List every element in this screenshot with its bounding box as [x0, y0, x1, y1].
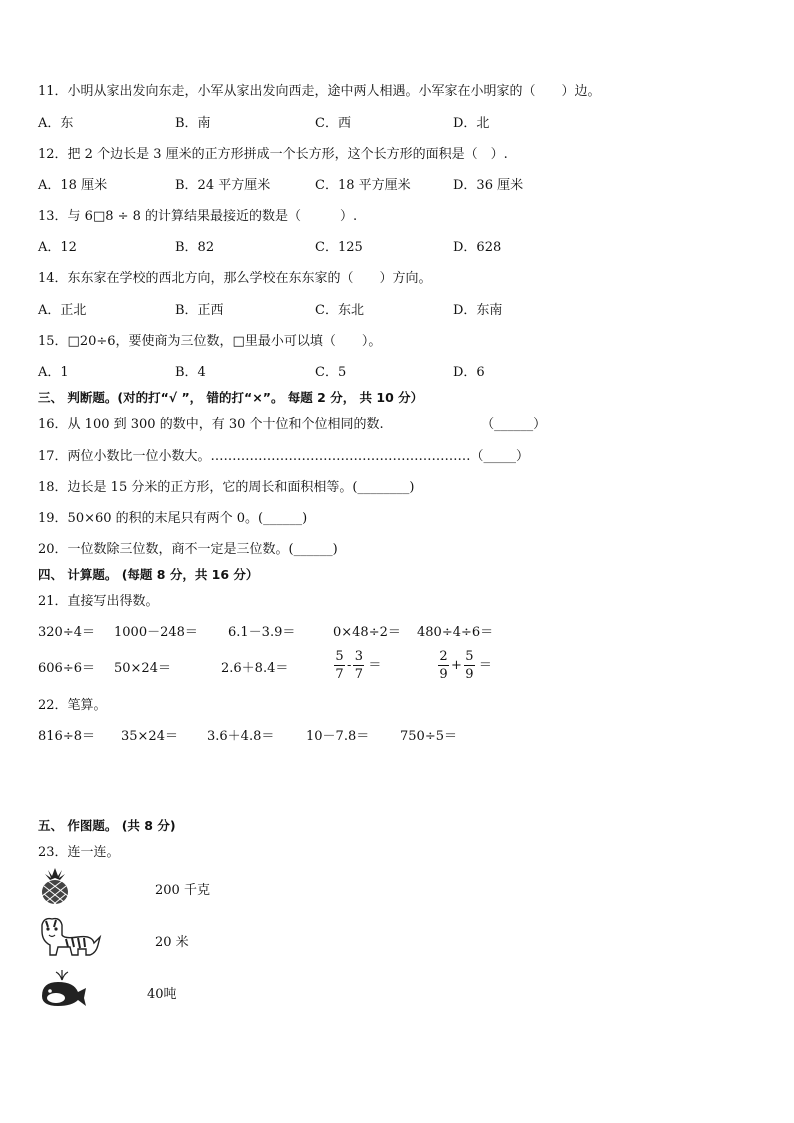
q15-option-c[interactable]: C．5	[315, 365, 347, 380]
q15-stem: 15．□20÷6，要使商为三位数，□里最小可以填（ ）。	[38, 334, 382, 349]
q11-option-b[interactable]: B．南	[175, 116, 211, 131]
q11-option-c[interactable]: C．西	[315, 116, 351, 131]
q22-stem: 22．笔算。	[38, 698, 107, 713]
calc-item: 320÷4＝	[38, 625, 95, 640]
q11-option-d[interactable]: D．北	[453, 116, 490, 131]
q23-label-1[interactable]: 200 千克	[155, 883, 210, 898]
q13-option-b[interactable]: B．82	[175, 240, 215, 255]
q18-text: 18．边长是 15 分米的正方形，它的周长和面积相等。(________)	[38, 480, 415, 495]
fraction-expression-2	[438, 650, 494, 681]
calc-item: 50×24＝	[114, 661, 171, 676]
pineapple-icon[interactable]	[38, 866, 72, 910]
q19-text: 19．50×60 的积的末尾只有两个 0。(______)	[38, 511, 308, 526]
q17-text: 17．两位小数比一位小数大。……………………………………………………（_____）	[38, 449, 530, 464]
calc-item: 6.1－3.9＝	[228, 625, 296, 640]
calc-item: 2.6＋8.4＝	[221, 661, 289, 676]
q14-option-a[interactable]: A．正北	[38, 303, 87, 318]
q15-option-d[interactable]: D．6	[453, 365, 485, 380]
section5-title: 五、 作图题。 (共 8 分)	[38, 818, 176, 833]
fraction-numerator: 5	[465, 649, 474, 664]
section4-title: 四、 计算题。 (每题 8 分，共 16 分）	[38, 567, 259, 582]
q11-option-a[interactable]: A．东	[38, 116, 74, 131]
q13-option-d[interactable]: D．628	[453, 240, 502, 255]
calc-item: 606÷6＝	[38, 661, 95, 676]
fraction-operator: +	[451, 658, 462, 673]
q23-stem: 23．连一连。	[38, 845, 120, 860]
q12-option-a[interactable]: A．18 厘米	[38, 178, 108, 193]
q14-option-b[interactable]: B．正西	[175, 303, 224, 318]
fraction-equals: ＝	[478, 658, 492, 673]
calc-item: 3.6＋4.8＝	[207, 729, 275, 744]
calc-item: 10－7.8＝	[306, 729, 370, 744]
section3-title: 三、 判断题。(对的打“√ ”， 错的打“×”。 每题 2 分， 共 10 分）	[38, 390, 424, 405]
fraction-equals: ＝	[368, 658, 382, 673]
fraction-denominator: 9	[465, 667, 474, 682]
fraction-numerator: 3	[354, 649, 364, 664]
q15-option-b[interactable]: B．4	[175, 365, 206, 380]
q15-option-a[interactable]: A．1	[38, 365, 69, 380]
q12-option-d[interactable]: D．36 厘米	[453, 178, 524, 193]
q21-stem: 21．直接写出得数。	[38, 594, 159, 609]
q13-stem: 13．与 6□8 ÷ 8 的计算结果最接近的数是（ ）.	[38, 209, 358, 224]
fraction-numerator: 5	[335, 649, 344, 664]
fraction-denominator: 9	[439, 667, 448, 682]
q20-text: 20．一位数除三位数，商不一定是三位数。(______)	[38, 542, 338, 557]
q16-text: 16．从 100 到 300 的数中，有 30 个十位和个位相同的数. （______）	[38, 417, 547, 432]
calc-item: 1000－248＝	[114, 625, 198, 640]
q12-stem: 12．把 2 个边长是 3 厘米的正方形拼成一个长方形，这个长方形的面积是（ ）.	[38, 147, 508, 162]
calc-item: 35×24＝	[121, 729, 178, 744]
fraction-denominator: 7	[335, 667, 344, 682]
q14-stem: 14．东东家在学校的西北方向，那么学校在东东家的（ ）方向。	[38, 271, 432, 286]
q14-option-d[interactable]: D．东南	[453, 303, 503, 318]
q12-option-b[interactable]: B．24 平方厘米	[175, 178, 271, 193]
q14-option-c[interactable]: C．东北	[315, 303, 364, 318]
tiger-icon[interactable]	[38, 915, 102, 963]
q13-option-a[interactable]: A．12	[38, 240, 77, 255]
calc-item: 816÷8＝	[38, 729, 95, 744]
calc-item: 480÷4÷6＝	[417, 625, 494, 640]
calc-item: 0×48÷2＝	[333, 625, 401, 640]
q11-stem: 11．小明从家出发向东走，小军从家出发向西走，途中两人相遇。小军家在小明家的（ ）边。	[38, 84, 601, 99]
calc-item: 750÷5＝	[400, 729, 457, 744]
q13-option-c[interactable]: C．125	[315, 240, 363, 255]
fraction-operator: -	[347, 658, 352, 673]
whale-icon[interactable]	[38, 968, 88, 1014]
fraction-expression-1	[334, 650, 383, 681]
fraction-denominator: 7	[354, 667, 364, 682]
fraction-numerator: 2	[439, 649, 448, 664]
q23-label-3[interactable]: 40吨	[147, 987, 177, 1002]
q12-option-c[interactable]: C．18 平方厘米	[315, 178, 411, 193]
q23-label-2[interactable]: 20 米	[155, 935, 189, 950]
